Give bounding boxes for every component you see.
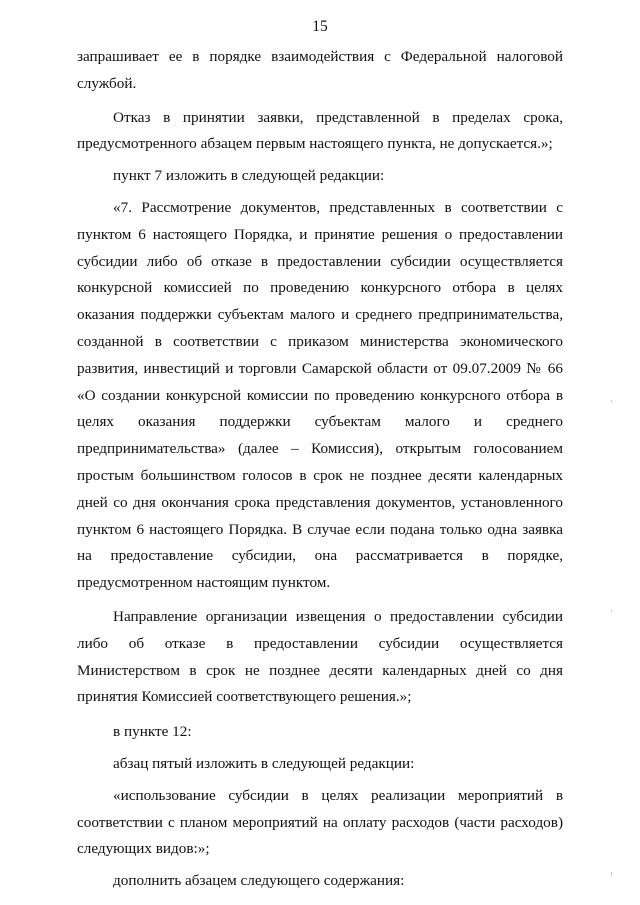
paragraph-add-abzac: дополнить абзацем следующего содержания: — [113, 872, 405, 890]
document-body — [77, 44, 563, 895]
paragraph-item-12: в пункте 12: — [113, 723, 192, 741]
paragraph-notification: Направление организации извещения о предоставлении субсидии либо об отказе в предоставлении субсидии осуществляется Министерством в срок не позднее десяти календарных дней со дня принятия Комиссией соответствующего решения.»; — [77, 607, 563, 706]
paragraph-amend-item-7: пункт 7 изложить в следующей редакции: — [113, 167, 385, 185]
paragraph-item-7-text: «7. Рассмотрение документов, представленных в соответствии с пунктом 6 настоящего Порядка, и принятие решения о предоставлении субсидии либо об отказе в предоставлении субсидии осуществляется конкурсной комиссией по проведению конкурсного отбора в целях оказания поддержки субъектам малого и среднего предпринимательства, созданной в соответствии с приказом министерства экономического развития, инвестиций и торговли Самарской области от 09.07.2009 № 66 «О создании конкурсной комиссии по проведению конкурсного отбора в целях оказания поддержки субъектам малого и среднего предпринимательства» (далее – Комиссия), открытым голосованием простым большинством голосов в срок не позднее десяти календарных дней со дня окончания срока представления документов, установленного пунктом 6 настоящего Порядка. В случае если подана только одна заявка на предоставление субсидии, она рассматривается в порядке, предусмотренном настоящим пунктом. — [77, 198, 563, 592]
paragraph-subsidy-use: «использование субсидии в целях реализации мероприятий в соответствии с планом мероприятий на оплату расходов (части расходов) следующих видов:»; — [77, 786, 563, 858]
scan-mark — [611, 400, 612, 403]
scan-mark — [611, 610, 612, 612]
scan-mark — [611, 872, 612, 876]
paragraph-fifth-abzac: абзац пятый изложить в следующей редакции: — [113, 754, 415, 772]
paragraph-continuation: запрашивает ее в порядке взаимодействия с Федеральной налоговой службой. — [77, 48, 563, 92]
paragraph-refusal-not-allowed: Отказ в принятии заявки, представленной в пределах срока, предусмотренного абзацем первым настоящего пункта, не допускается.»; — [77, 108, 563, 153]
page-number: 15 — [312, 18, 328, 35]
